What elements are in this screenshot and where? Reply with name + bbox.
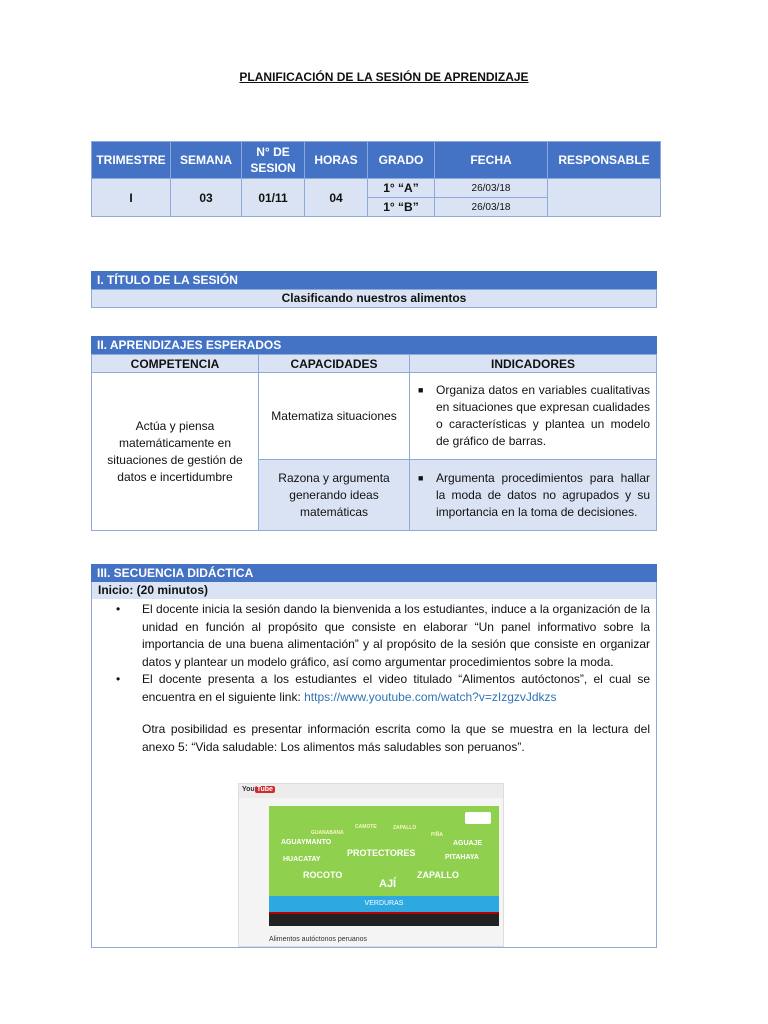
grado-a-value: 1° “A” <box>368 179 435 198</box>
section-aprendizajes-heading: II. APRENDIZAJES ESPERADOS <box>91 336 657 354</box>
col-responsable: RESPONSABLE <box>548 142 661 179</box>
horas-value: 04 <box>305 179 368 217</box>
grado-b-value: 1° “B” <box>368 198 435 217</box>
ministry-logo-icon <box>465 812 491 824</box>
fecha-b-value: 26/03/18 <box>435 198 548 217</box>
bullet-icon: • <box>116 602 121 616</box>
session-title-value: Clasificando nuestros alimentos <box>91 289 657 308</box>
video-screenshot[interactable] <box>238 783 504 947</box>
section-secuencia-heading: III. SECUENCIA DIDÁCTICA <box>91 564 657 582</box>
word-zapallo: ZAPALLO <box>417 870 459 880</box>
video-controls[interactable] <box>269 912 499 926</box>
youtube-header-bar <box>239 784 503 798</box>
video-progress-bar[interactable] <box>269 912 499 914</box>
list-item <box>416 470 650 521</box>
word-protectores: PROTECTORES <box>347 848 416 858</box>
col-indicadores: INDICADORES <box>410 355 657 373</box>
word-pitahaya: PITAHAYA <box>445 854 479 861</box>
word-camote: CAMOTE <box>355 824 377 830</box>
capacidad-2-cell: Razona y argumenta generando ideas matemáticas <box>259 460 410 531</box>
col-competencia: COMPETENCIA <box>92 355 259 373</box>
sequence-bullet-1: El docente inicia la sesión dando la bienvenida a los estudiantes, induce a la organización de la unidad en función al propósito que consiste en elaborar “Un panel informativo sobre la importancia de una buena alimentación” y al propósito de la sesión que consiste en organizar datos y plantear un modelo gráfico, así como argumentar procedimientos sobre la moda. <box>142 602 650 669</box>
sequence-list <box>92 601 656 706</box>
col-horas: HORAS <box>305 142 368 179</box>
list-item <box>116 601 650 671</box>
col-trimestre: TRIMESTRE <box>92 142 171 179</box>
aprendizajes-table <box>91 354 657 531</box>
word-rocoto: ROCOTO <box>303 870 343 880</box>
session-table <box>91 141 661 217</box>
verduras-strip: VERDURAS <box>269 896 499 912</box>
sequence-bullet-2: El docente presenta a los estudiantes el video titulado “Alimentos autóctonos”, el cual se encuentra en el siguiente link: <box>142 672 650 704</box>
square-bullet-icon: ■ <box>418 385 424 395</box>
semana-value: 03 <box>171 179 242 217</box>
word-huacatay: HUACATAY <box>283 856 321 863</box>
section-titulo-heading: I. TÍTULO DE LA SESIÓN <box>91 271 657 289</box>
col-semana: SEMANA <box>171 142 242 179</box>
document-title: PLANIFICACIÓN DE LA SESIÓN DE APRENDIZAJE <box>239 70 529 84</box>
word-pina: PIÑA <box>431 832 443 838</box>
indicador-1-cell <box>410 373 657 460</box>
list-item <box>116 671 650 706</box>
bullet-icon: • <box>116 672 121 686</box>
responsable-value <box>548 179 661 217</box>
fecha-a-value: 26/03/18 <box>435 179 548 198</box>
sesion-value: 01/11 <box>242 179 305 217</box>
section-aprendizajes <box>91 336 657 531</box>
alternative-paragraph: Otra posibilidad es presentar información escrita como la que se muestra en la lectura del anexo 5: “Vida saludable: Los alimentos más saludables son peruanos”. <box>142 722 650 754</box>
col-capacidades: CAPACIDADES <box>259 355 410 373</box>
square-bullet-icon: ■ <box>418 472 424 483</box>
session-table-header-row <box>92 142 661 179</box>
table-row <box>92 373 657 460</box>
word-guanabana: GUANABANA <box>311 830 344 836</box>
table-row <box>92 179 661 198</box>
competencia-cell: Actúa y piensa matemáticamente en situaciones de gestión de datos e incertidumbre <box>92 373 259 531</box>
video-frame[interactable] <box>269 806 499 926</box>
list-item <box>416 382 650 450</box>
indicador-2-cell <box>410 460 657 531</box>
capacidad-1-cell: Matematiza situaciones <box>259 373 410 460</box>
section-titulo <box>91 271 657 308</box>
section-secuencia <box>91 564 657 948</box>
indicador-2-text: Argumenta procedimientos para hallar la moda de datos no agrupados y su importancia en la toma de decisiones. <box>436 470 650 519</box>
indicador-1-text: Organiza datos en variables cualitativas en situaciones que expresan cualidades o características y plantea un modelo de gráfico de barras. <box>436 383 650 448</box>
word-aji: AJÍ <box>379 878 397 890</box>
video-caption: Alimentos autóctonos peruanos <box>269 936 368 943</box>
col-sesion: N° DE SESION <box>242 142 305 179</box>
word-aguaymanto: AGUAYMANTO <box>281 839 332 846</box>
trimestre-value: I <box>92 179 171 217</box>
word-aguaje: AGUAJE <box>453 840 483 847</box>
word-zapallo-small: ZAPALLO <box>393 825 417 831</box>
youtube-logo: You Tube <box>242 786 273 793</box>
inicio-label: Inicio: (20 minutos) <box>92 582 656 599</box>
col-fecha: FECHA <box>435 142 548 179</box>
aprendizajes-header-row <box>92 355 657 373</box>
youtube-link[interactable]: https://www.youtube.com/watch?v=zIzgzvJdkzs <box>304 689 557 704</box>
col-grado: GRADO <box>368 142 435 179</box>
